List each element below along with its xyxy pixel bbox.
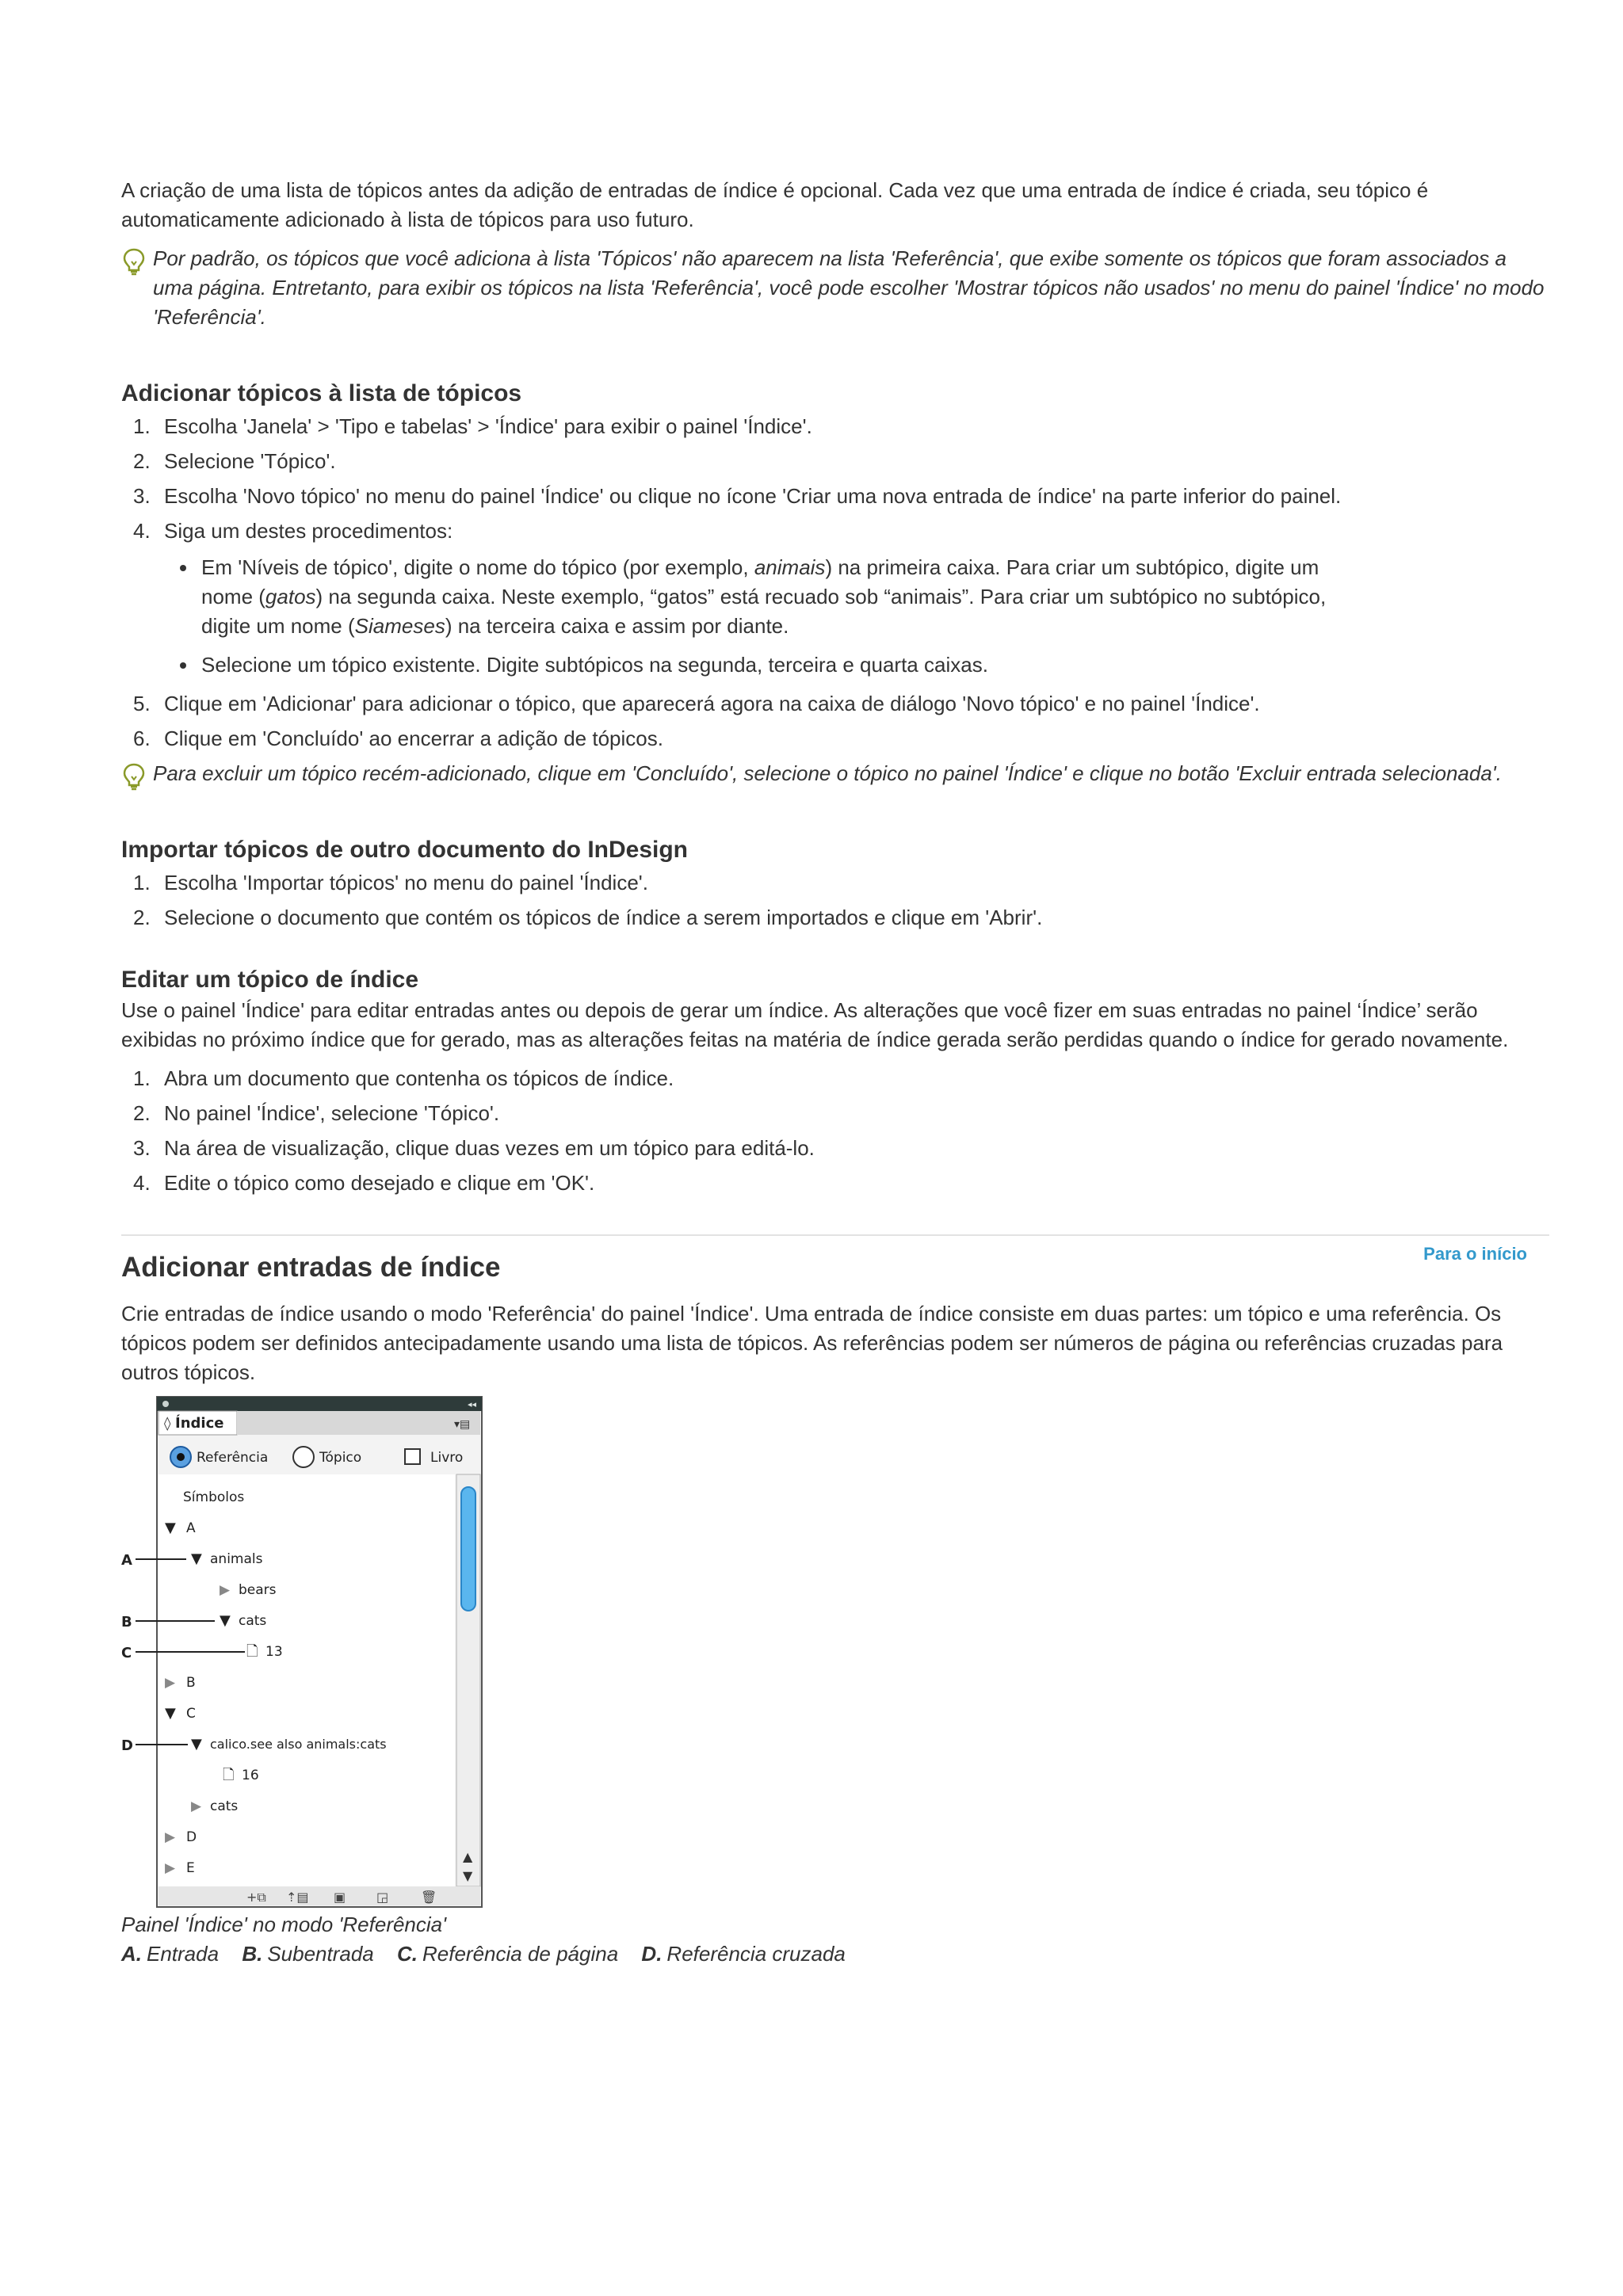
section-heading: Adicionar entradas de índice: [121, 1252, 501, 1283]
go-to-marker-icon: ⇡▤: [286, 1890, 309, 1905]
close-icon: [162, 1401, 169, 1407]
collapsed-triangle-icon: ▶: [165, 1860, 176, 1876]
expanded-triangle-icon: ▼: [165, 1705, 176, 1722]
callout-c: C: [121, 1645, 132, 1661]
collapsed-triangle-icon: ▶: [191, 1798, 202, 1814]
scroll-up-icon: ▲: [463, 1849, 473, 1864]
tip-note: [121, 244, 1549, 332]
steps-list: [121, 412, 1549, 753]
collapsed-triangle-icon: ▶: [165, 1829, 176, 1845]
generate-index-icon: ▣: [334, 1890, 346, 1905]
tip-text: Por padrão, os tópicos que você adiciona à lista 'Tópicos' não aparecem na lista 'Referência', que exibe somente os tópicos que foram associados a uma página. Entretanto, para exibir os tópicos na lista 'Referência', você pode escolher 'Mostrar tópicos não usados' no menu do painel 'Índice' no modo 'Referência'.: [153, 246, 1545, 329]
panel-menu-icon: ▾▤: [454, 1418, 471, 1431]
svg-text:◊: ◊: [164, 1416, 171, 1432]
expanded-triangle-icon: ▼: [191, 1736, 202, 1753]
delete-entry-icon: 🗑: [421, 1890, 437, 1905]
back-to-top-link[interactable]: Para o início: [1423, 1244, 1527, 1264]
figure-legend: A. Entrada B. Subentrada C. Referência de página D. Referência cruzada: [121, 1942, 846, 1966]
expanded-triangle-icon: ▼: [191, 1550, 202, 1567]
collapsed-triangle-icon: ▶: [165, 1675, 176, 1691]
bullet-list: [121, 553, 1549, 680]
list-item: 6. Clique em 'Concluído' ao encerrar a adição de tópicos.: [133, 727, 663, 750]
row-symbols: Símbolos: [183, 1489, 245, 1505]
index-panel-illustration: [121, 1395, 486, 1910]
list-item: 3. Na área de visualização, clique duas vezes em um tópico para editá-lo.: [133, 1136, 815, 1160]
callout-d: D: [121, 1737, 133, 1754]
list-item: 1. Escolha 'Importar tópicos' no menu do painel 'Índice'.: [133, 871, 648, 894]
expanded-triangle-icon: ▼: [220, 1612, 231, 1629]
list-item: 3. Escolha 'Novo tópico' no menu do painel 'Índice' ou clique no ícone 'Criar uma nova entrada de índice' na parte inferior do painel.: [133, 484, 1342, 508]
row-calico: calico.see also animals:cats: [210, 1737, 387, 1752]
steps-list: [121, 1064, 1549, 1198]
list-item: 2. Selecione o documento que contém os tópicos de índice a serem importados e clique em 'Abrir'.: [133, 906, 1043, 929]
row-page-16: 16: [242, 1768, 259, 1783]
tip-text: Para excluir um tópico recém-adicionado, clique em 'Concluído', selecione o tópico no painel 'Índice' e clique no botão 'Excluir entrada selecionada'.: [153, 761, 1502, 785]
section-heading: Adicionar tópicos à lista de tópicos: [121, 380, 522, 406]
row-b: B: [186, 1675, 196, 1691]
checkbox-book-icon: [405, 1449, 420, 1464]
list-item: 5. Clique em 'Adicionar' para adicionar o tópico, que aparecerá agora na caixa de diálogo 'Novo tópico' e no painel 'Índice'.: [133, 692, 1260, 715]
section-header: [121, 1236, 1549, 1285]
row-c: C: [186, 1706, 196, 1722]
row-cats: cats: [239, 1613, 267, 1629]
row-cats-2: cats: [210, 1798, 239, 1814]
list-item: 1. Escolha 'Janela' > 'Tipo e tabelas' > 'Índice' para exibir o painel 'Índice'.: [133, 414, 812, 438]
list-item: 2. No painel 'Índice', selecione 'Tópico'.: [133, 1101, 500, 1125]
section-heading: Importar tópicos de outro documento do InDesign: [121, 837, 689, 863]
index-panel-figure: [121, 1395, 486, 1910]
collapsed-triangle-icon: ▶: [220, 1582, 231, 1598]
scrollbar-thumb: [461, 1487, 475, 1611]
callout-b: B: [121, 1614, 132, 1630]
update-preview-icon: +⧉: [246, 1890, 266, 1905]
section-heading: Editar um tópico de índice: [121, 967, 419, 993]
row-e: E: [186, 1860, 195, 1876]
radio-reference-label: Referência: [197, 1450, 269, 1466]
row-bears: bears: [239, 1582, 277, 1598]
tip-note: [121, 759, 1549, 788]
panel-tab-title: Índice: [175, 1415, 224, 1432]
row-a: A: [186, 1520, 196, 1536]
page-icon: 🗋: [223, 1767, 235, 1783]
radio-topic-icon: [293, 1447, 314, 1467]
section-body: Crie entradas de índice usando o modo 'Referência' do painel 'Índice'. Uma entrada de índice consiste em duas partes: um tópico e uma referência. Os tópicos podem ser definidos antecipadamente usando uma lista de tópicos. As referências podem ser números de página ou referências cruzadas para outros tópicos.: [121, 1302, 1503, 1384]
section-body: Use o painel 'Índice' para editar entradas antes ou depois de gerar um índice. As alterações que você fizer em suas entradas no painel ‘Índice’ serão exibidas no próximo índice que for gerado, mas as alterações feitas na matéria de índice gerada serão perdidas quando o índice for gerado novamente.: [121, 998, 1509, 1051]
row-d: D: [186, 1829, 197, 1845]
lightbulb-icon: [121, 762, 147, 792]
lightbulb-icon: [121, 247, 147, 277]
list-item: 1. Abra um documento que contenha os tópicos de índice.: [133, 1066, 674, 1090]
list-item: Em 'Níveis de tópico', digite o nome do tópico (por exemplo, animais) na primeira caixa. Para criar um subtópico, digite um nome (gatos) na segunda caixa. Neste exemplo, “gatos” está recuado sob “animais”. Para criar um subtópico no subtópico, digite um nome (Siameses) na terceira caixa e assim por diante.: [164, 553, 1549, 641]
list-item: 4. Siga um destes procedimentos: Em 'Níveis de tópico', digite o nome do tópico (por exemplo, animais) na primeira caixa. Para criar um subtópico, digite um nome (gatos) na segunda caixa. Neste exemplo, “gatos” está recuado sob “animais”. Para criar um subtópico no subtópico, digite um nome (Siameses) na terceira caixa e assim por diante. Selecione um tópico existente. Digite subtópicos na segunda, terceira e quarta caixas.: [121, 517, 1549, 680]
expanded-triangle-icon: ▼: [165, 1520, 176, 1536]
list-item: Selecione um tópico existente. Digite subtópicos na segunda, terceira e quarta caixas.: [164, 650, 1549, 680]
list-item: 2. Selecione 'Tópico'.: [133, 449, 336, 473]
svg-text:◂◂: ◂◂: [468, 1399, 477, 1409]
content: [121, 176, 1549, 1969]
scroll-down-icon: ▼: [463, 1868, 473, 1883]
checkbox-book-label: Livro: [430, 1450, 464, 1466]
new-entry-icon: ◲: [376, 1890, 389, 1905]
radio-topic-label: Tópico: [319, 1450, 362, 1466]
list-item: 4. Edite o tópico como desejado e clique em 'OK'.: [133, 1171, 595, 1195]
steps-list: [121, 868, 1549, 933]
row-animals: animals: [210, 1551, 263, 1567]
row-page-13: 13: [265, 1644, 283, 1660]
intro-paragraph: A criação de uma lista de tópicos antes da adição de entradas de índice é opcional. Cada vez que uma entrada de índice é criada, seu tópico é automaticamente adicionado à lista de tópicos para uso futuro.: [121, 178, 1429, 231]
figure-caption: Painel 'Índice' no modo 'Referência': [121, 1913, 447, 1936]
callout-a: A: [121, 1552, 132, 1569]
page-icon: 🗋: [246, 1643, 258, 1660]
